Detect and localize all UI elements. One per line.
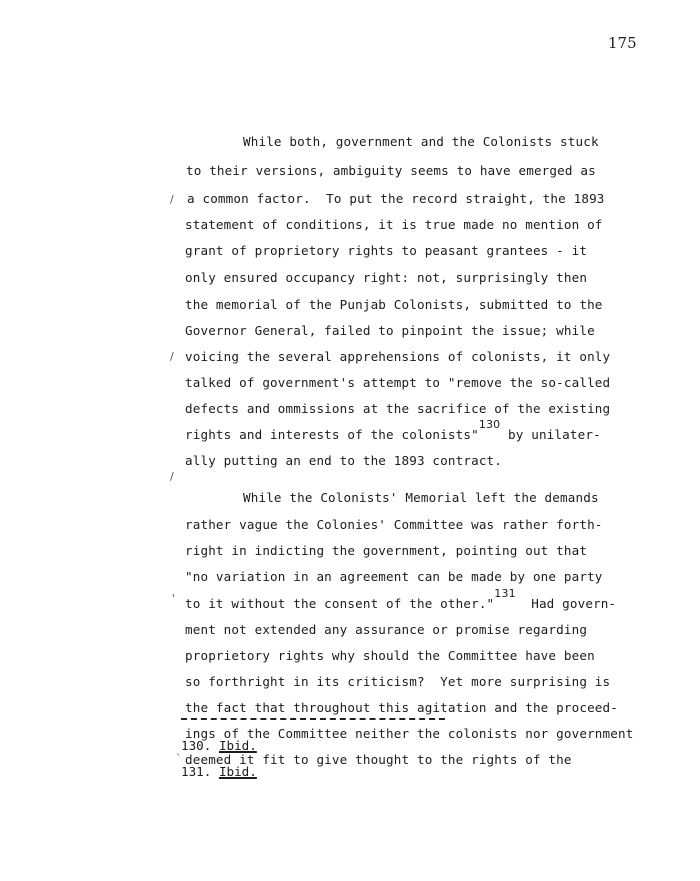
line-suffix: by unilater- [500,427,601,442]
paragraph-1-line-3: a common factor. To put the record straight, the 1893 [187,191,605,206]
footnote-number: 130. [181,738,212,753]
paragraph-1-line-4: statement of conditions, it is true made no mention of [185,217,603,232]
paragraph-2-line-4: "no variation in an agreement can be made by one party [185,569,603,584]
paragraph-2-line-6: ment not extended any assurance or promise regarding [185,622,588,637]
footnote-ref-130: 130 [478,418,501,431]
footnote-separator [181,718,445,720]
margin-mark: ` [176,752,182,765]
paragraph-1-line-5: grant of proprietory rights to peasant grantees - it [185,243,588,258]
paragraph-1-line-7: the memorial of the Punjab Colonists, submitted to the [185,297,603,312]
paragraph-1-line-12 [185,418,601,443]
margin-mark: / [170,470,174,483]
line-text: to it without the consent of the other." [185,596,495,611]
paragraph-1-line-1: While both, government and the Colonists stuck [243,134,599,149]
paragraph-2-line-9: the fact that throughout this agitation and the proceed- [185,700,618,715]
footnote-ref-131: 131 [494,587,516,600]
footnote-number: 131. [181,764,212,779]
paragraph-2-line-8: so forthright in its criticism? Yet more surprising is [185,674,611,689]
paragraph-2-line-5 [185,587,617,612]
footnote-130 [181,738,257,753]
paragraph-2-line-3: right in indicting the government, pointing out that [185,543,588,558]
paragraph-1-line-13: ally putting an end to the 1893 contract. [185,453,503,468]
page-number: 175 [608,34,637,52]
paragraph-1-line-8: Governor General, failed to pinpoint the issue; while [185,323,595,338]
margin-mark: ' [172,592,176,605]
footnote-131 [181,764,257,779]
paragraph-2-line-2: rather vague the Colonies' Committee was rather forth- [185,517,603,532]
margin-mark: / [170,193,174,206]
line-text: rights and interests of the colonists" [185,427,479,442]
paragraph-2-line-1: While the Colonists' Memorial left the demands [243,490,599,505]
paragraph-2-line-10: ings of the Committee neither the colonists nor government [185,726,634,741]
paragraph-1-line-9: voicing the several apprehensions of colonists, it only [185,349,611,364]
line-suffix: Had govern- [515,596,617,611]
paragraph-1-line-10: talked of government's attempt to "remove the so-called [185,375,611,390]
margin-mark: / [170,350,174,363]
paragraph-2-line-11: deemed it fit to give thought to the rights of the [185,752,572,767]
paragraph-2-line-7: proprietory rights why should the Committee have been [185,648,595,663]
paragraph-1-line-11: defects and ommissions at the sacrifice of the existing [185,401,611,416]
footnote-text: Ibid. [218,764,257,779]
footnote-text: Ibid. [218,738,257,753]
paragraph-1-line-2: to their versions, ambiguity seems to have emerged as [186,163,596,178]
paragraph-1-line-6: only ensured occupancy right: not, surprisingly then [185,270,588,285]
